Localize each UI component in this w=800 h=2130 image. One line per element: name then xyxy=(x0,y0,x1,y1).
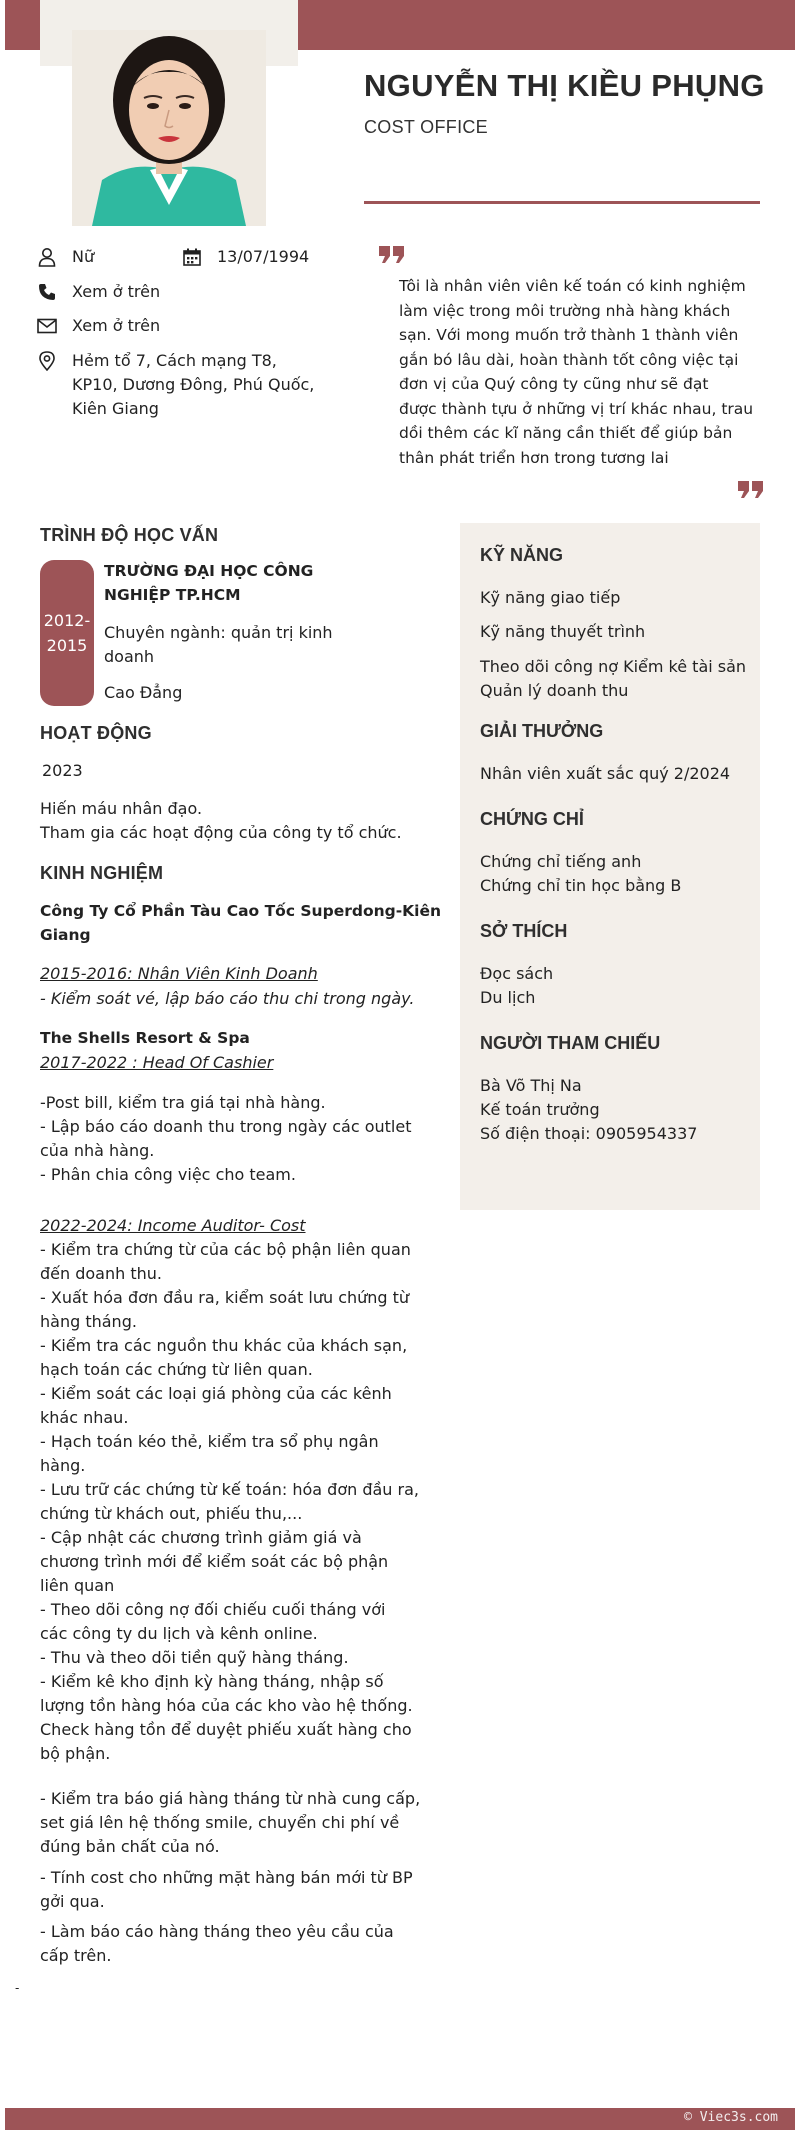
activities-list: Hiến máu nhân đạo. Tham gia các hoạt động của công ty tổ chức. xyxy=(40,799,402,842)
role-3-desc-d: - Làm báo cáo hàng tháng theo yêu cầu của cấp trên. xyxy=(40,1922,394,1965)
mail-icon xyxy=(36,315,58,337)
role-1-desc: - Kiểm soát vé, lập báo cáo thu chi trong ngày. xyxy=(40,989,415,1008)
skill-item: Theo dõi công nợ Kiểm kê tài sản xyxy=(480,657,747,676)
skill-item: Kỹ năng giao tiếp xyxy=(480,588,621,607)
email-value: Xem ở trên xyxy=(72,316,161,335)
role-1: 2015-2016: Nhân Viên Kinh Doanh xyxy=(40,964,318,983)
skills-heading: KỸ NĂNG xyxy=(480,545,564,565)
major: Chuyên ngành: quản trị kinh doanh xyxy=(104,623,333,666)
birthdate-value: 13/07/1994 xyxy=(217,247,310,266)
candidate-name: NGUYỄN THỊ KIỀU PHỤNG xyxy=(364,68,765,103)
title-divider xyxy=(364,201,760,204)
role-3: 2022-2024: Income Auditor- Cost xyxy=(40,1216,306,1235)
role-3-desc-b: - Kiểm tra báo giá hàng tháng từ nhà cung cấp, set giá lên hệ thống smile, chuyển chi phí về đúng bản chất của nó. xyxy=(40,1789,421,1856)
address-row xyxy=(36,349,314,421)
certificate-item: Chứng chỉ tiếng anh xyxy=(480,852,642,871)
email-row xyxy=(36,314,160,338)
summary-text: Tôi là nhân viên viên kế toán có kinh nghiệm làm việc trong môi trường nhà hàng khách sạn. Với mong muốn trở thành 1 thành viên gắn bó lâu dài, hoàn thành tốt công việc tại đơn vị của Quý công ty cũng như sẽ đạt được thành tựu ở những vị trí khác nhau, trau dồi thêm các kĩ năng cần thiết để giúp bản thân phát triển hơn trong tương lai xyxy=(399,277,754,467)
gender-value: Nữ xyxy=(72,247,95,266)
birthdate-row xyxy=(181,245,309,269)
company-1: Công Ty Cổ Phần Tàu Cao Tốc Superdong-Kiên Giang xyxy=(40,902,442,944)
reference-item: Số điện thoại: 0905954337 xyxy=(480,1124,698,1143)
profile-photo xyxy=(72,30,266,226)
references-heading: NGƯỜI THAM CHIẾU xyxy=(480,1033,661,1053)
role-2-desc: -Post bill, kiểm tra giá tại nhà hàng. - Lập báo cáo doanh thu trong ngày các outlet của nhà hàng. - Phân chia công việc cho team. xyxy=(40,1093,412,1184)
footer-credit[interactable]: © Viec3s.com xyxy=(684,2110,778,2125)
reference-item: Kế toán trưởng xyxy=(480,1100,600,1119)
bottom-accent-band xyxy=(5,2108,795,2130)
job-title: COST OFFICE xyxy=(364,117,488,137)
company-2: The Shells Resort & Spa xyxy=(40,1029,250,1047)
user-icon xyxy=(36,246,58,268)
hobby-item: Du lịch xyxy=(480,988,536,1007)
hobby-item: Đọc sách xyxy=(480,964,554,983)
reference-item: Bà Võ Thị Na xyxy=(480,1076,582,1095)
experience-heading: KINH NGHIỆM xyxy=(40,863,164,883)
gender-row xyxy=(36,245,94,269)
address-value: Hẻm tổ 7, Cách mạng T8, KP10, Dương Đông, Phú Quốc, Kiên Giang xyxy=(72,351,315,418)
phone-icon xyxy=(36,281,58,303)
quote-open-icon xyxy=(379,246,405,264)
phone-row xyxy=(36,280,160,304)
stray-dash: - xyxy=(15,1981,20,1995)
award-item: Nhân viên xuất sắc quý 2/2024 xyxy=(480,764,731,783)
education-heading: TRÌNH ĐỘ HỌC VẤN xyxy=(40,525,219,545)
certificates-heading: CHỨNG CHỈ xyxy=(480,809,584,829)
awards-heading: GIẢI THƯỞNG xyxy=(480,721,604,741)
role-3-desc-c: - Tính cost cho những mặt hàng bán mới từ BP gởi qua. xyxy=(40,1868,413,1911)
phone-value: Xem ở trên xyxy=(72,282,161,301)
skill-item: Quản lý doanh thu xyxy=(480,681,629,700)
hobbies-heading: SỞ THÍCH xyxy=(480,921,568,941)
role-2: 2017-2022 : Head Of Cashier xyxy=(40,1053,274,1072)
activities-year: 2023 xyxy=(42,761,83,780)
certificate-item: Chứng chỉ tin học bằng B xyxy=(480,876,682,895)
location-icon xyxy=(36,350,58,372)
role-3-desc: - Kiểm tra chứng từ của các bộ phận liên quan đến doanh thu. - Xuất hóa đơn đầu ra, kiểm soát lưu chứng từ hàng tháng. - Kiểm tra các nguồn thu khác của khách sạn, hạch toán các chứng từ liên quan. - Kiểm soát các loại giá phòng của các kênh khác nhau. - Hạch toán kéo thẻ, kiểm tra sổ phụ ngân hàng. - Lưu trữ các chứng từ kế toán: hóa đơn đầu ra, chứng từ khách out, phiếu thu,... - Cập nhật các chương trình giảm giá và chương trình mới để kiểm soát các bộ phận liên quan - Theo dõi công nợ đối chiếu cuối tháng với các công ty du lịch và kênh online. - Thu và theo dõi tiền quỹ hàng tháng. - Kiểm kê kho định kỳ hàng tháng, nhập số lượng tồn hàng hóa của các kho vào hệ thống. Check hàng tồn để duyệt phiếu xuất hàng cho bộ phận. xyxy=(40,1240,419,1763)
calendar-icon xyxy=(181,246,203,268)
quote-close-icon xyxy=(738,481,764,499)
activities-heading: HOẠT ĐỘNG xyxy=(40,723,152,743)
school-name: TRƯỜNG ĐẠI HỌC CÔNG NGHIỆP TP.HCM xyxy=(104,562,314,604)
skill-item: Kỹ năng thuyết trình xyxy=(480,622,646,641)
degree: Cao Đẳng xyxy=(104,683,183,702)
education-years-badge: 2012- 2015 xyxy=(40,560,94,706)
